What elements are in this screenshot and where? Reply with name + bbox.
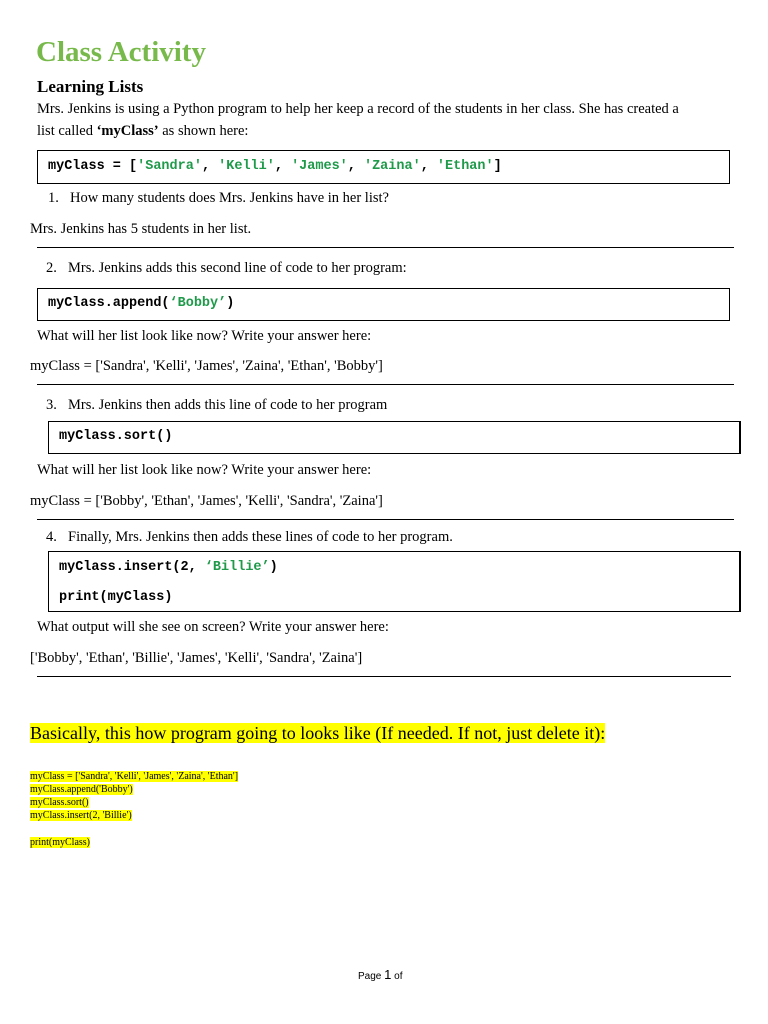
answer-divider bbox=[37, 247, 734, 248]
question-text: How many students does Mrs. Jenkins have in her list? bbox=[70, 190, 389, 206]
code-string: 'Sandra' bbox=[137, 159, 202, 174]
question-number: 1. bbox=[48, 190, 59, 206]
code-box-myclass bbox=[37, 150, 730, 184]
program-line-text: myClass = ['Sandra', 'Kelli', 'James', 'Zaina', 'Ethan'] bbox=[30, 771, 239, 782]
answer-divider bbox=[37, 676, 731, 677]
code-suffix: ) bbox=[269, 560, 278, 575]
question-4 bbox=[46, 527, 453, 547]
page-title: Class Activity bbox=[36, 36, 206, 68]
code-line bbox=[48, 156, 729, 178]
intro-line-2-pre: list called bbox=[37, 123, 97, 139]
question-2 bbox=[46, 258, 407, 278]
code-string: 'James' bbox=[291, 159, 348, 174]
code-string: ‘Bobby’ bbox=[169, 296, 227, 311]
answer-1: Mrs. Jenkins has 5 students in her list. bbox=[30, 221, 252, 237]
program-line bbox=[30, 809, 132, 822]
program-line-text: myClass.insert(2, 'Billie') bbox=[30, 810, 132, 821]
code-prefix: myClass.append( bbox=[48, 296, 170, 311]
question-number: 4. bbox=[46, 529, 57, 545]
intro-line-2 bbox=[37, 120, 737, 142]
answer-divider bbox=[37, 384, 734, 385]
question-1 bbox=[48, 188, 389, 208]
code-suffix: ] bbox=[493, 159, 502, 174]
note-text: Basically, this how program going to looks like (If needed. If not, just delete it): bbox=[30, 723, 606, 743]
program-line-text: myClass.append('Bobby') bbox=[30, 784, 133, 795]
code-string: 'Zaina' bbox=[363, 159, 421, 174]
question-number: 2. bbox=[46, 260, 57, 276]
code-line: print(myClass) bbox=[59, 590, 173, 605]
prompt-2: What will her list look like now? Write your answer here: bbox=[37, 328, 372, 344]
program-line-text: myClass.sort() bbox=[30, 797, 89, 808]
footer-page-number: 1 bbox=[384, 967, 392, 982]
code-prefix: myClass = [ bbox=[48, 159, 138, 174]
question-text: Finally, Mrs. Jenkins then adds these lines of code to her program. bbox=[68, 529, 453, 545]
code-string: ‘Billie’ bbox=[204, 560, 270, 575]
intro-list-name: ‘myClass’ bbox=[96, 123, 159, 139]
answer-divider bbox=[37, 519, 734, 520]
code-string: 'Kelli' bbox=[218, 159, 275, 174]
code-suffix: ) bbox=[226, 296, 235, 311]
code-sep: , bbox=[201, 159, 219, 174]
code-line bbox=[59, 557, 739, 579]
question-text: Mrs. Jenkins adds this second line of code to her program: bbox=[68, 260, 407, 276]
code-box-append bbox=[37, 288, 730, 321]
code-sep: , bbox=[274, 159, 292, 174]
code-sep: , bbox=[347, 159, 364, 174]
question-text: Mrs. Jenkins then adds this line of code to her program bbox=[68, 397, 388, 413]
prompt-3: What will her list look like now? Write your answer here: bbox=[37, 462, 372, 478]
program-print-line bbox=[30, 836, 90, 849]
answer-2: myClass = ['Sandra', 'Kelli', 'James', 'Zaina', 'Ethan', 'Bobby'] bbox=[30, 358, 383, 374]
answer-3: myClass = ['Bobby', 'Ethan', 'James', 'Kelli', 'Sandra', 'Zaina'] bbox=[30, 493, 383, 509]
intro-line-1: Mrs. Jenkins is using a Python program to help her keep a record of the students in her class. She has created a bbox=[37, 101, 679, 117]
footer-page-label: Page bbox=[358, 971, 382, 982]
question-3 bbox=[46, 395, 387, 415]
program-line bbox=[30, 796, 89, 809]
intro-paragraph bbox=[37, 98, 737, 142]
prompt-4: What output will she see on screen? Write your answer here: bbox=[37, 619, 389, 635]
footer-of-label: of bbox=[394, 971, 403, 982]
program-line-text: print(myClass) bbox=[30, 837, 90, 848]
program-line bbox=[30, 770, 238, 783]
code-string: 'Ethan' bbox=[436, 159, 494, 174]
intro-line-2-post: as shown here: bbox=[158, 123, 249, 139]
code-line: myClass.sort() bbox=[59, 429, 173, 444]
code-box-insert-print bbox=[48, 551, 741, 612]
page-footer bbox=[358, 968, 403, 984]
question-number: 3. bbox=[46, 397, 57, 413]
answer-4: ['Bobby', 'Ethan', 'Billie', 'James', 'Kelli', 'Sandra', 'Zaina'] bbox=[30, 650, 363, 666]
program-line bbox=[30, 783, 133, 796]
highlighted-note bbox=[30, 722, 605, 744]
code-line bbox=[48, 293, 729, 315]
code-box-sort bbox=[48, 421, 741, 454]
code-sep: , bbox=[420, 159, 437, 174]
section-heading: Learning Lists bbox=[37, 77, 144, 96]
code-prefix: myClass.insert(2, bbox=[59, 560, 205, 575]
